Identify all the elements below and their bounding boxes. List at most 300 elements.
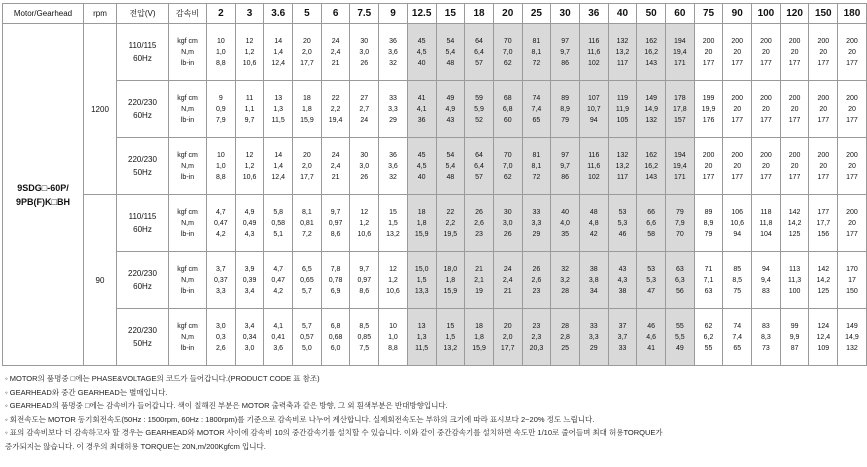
torque-value: 14 <box>274 37 283 45</box>
torque-value: 8,1 <box>531 48 542 56</box>
torque-value: 6,8 <box>502 105 513 113</box>
torque-value: 0,34 <box>242 333 257 341</box>
torque-value: 200 <box>817 94 830 102</box>
torque-value: 132 <box>616 151 629 159</box>
torque-cell <box>465 252 494 309</box>
torque-value: 149 <box>645 94 657 102</box>
torque-value: 200 <box>788 94 801 102</box>
header-motor-gearhead: Motor/Gearhead <box>3 4 84 24</box>
torque-value: 13,2 <box>386 230 400 238</box>
torque-value: 28 <box>561 322 569 330</box>
torque-value: 1,2 <box>244 162 255 170</box>
torque-value: 3,4 <box>244 287 255 295</box>
unit-label: N,m <box>181 162 194 170</box>
torque-value: 65 <box>532 116 541 124</box>
torque-value: 24 <box>360 116 369 124</box>
torque-cell <box>321 24 350 81</box>
torque-value: 200 <box>760 151 772 159</box>
torque-value: 194 <box>674 151 686 159</box>
torque-value: 36 <box>389 37 397 45</box>
torque-cell <box>666 309 695 366</box>
torque-cell <box>809 195 838 252</box>
torque-value: 6,2 <box>703 333 714 341</box>
torque-value: 15,0 <box>414 265 429 273</box>
torque-value: 10,6 <box>242 173 257 181</box>
unit-label: kgf cm <box>177 37 198 45</box>
torque-value: 4,6 <box>646 333 657 341</box>
unit-cell <box>169 24 207 81</box>
table-row <box>3 81 867 138</box>
table-row <box>3 24 867 81</box>
ratio-header: 5 <box>293 4 322 24</box>
torque-cell <box>493 252 522 309</box>
torque-value: 124 <box>817 322 830 330</box>
torque-value: 20 <box>848 105 856 113</box>
torque-cell <box>608 195 637 252</box>
torque-cell <box>493 24 522 81</box>
torque-cell <box>522 195 551 252</box>
torque-value: 12,4 <box>816 333 831 341</box>
torque-value: 6,5 <box>302 265 312 273</box>
torque-cell <box>350 81 379 138</box>
torque-value: 5,3 <box>617 219 628 227</box>
unit-cell <box>169 81 207 138</box>
note-line: ◦ 회전속도는 MOTOR 동기회전속도(50Hz : 1500rpm, 60Hz : 1800rpm)를 기준으로 감속비로 나누어 계산합니다. 실제회전속도는 부하의 크기에 따라 표시보다 2~20% 정도 느립니다. <box>5 414 595 424</box>
torque-cell <box>207 195 236 252</box>
torque-value: 11,9 <box>615 105 630 113</box>
torque-value: 54 <box>446 151 455 159</box>
torque-value: 113 <box>789 265 801 273</box>
torque-cell <box>809 309 838 366</box>
torque-value: 177 <box>788 116 801 124</box>
torque-value: 59 <box>475 94 483 102</box>
torque-value: 178 <box>674 94 686 102</box>
torque-value: 0,49 <box>242 219 257 227</box>
torque-cell <box>694 252 723 309</box>
ratio-header: 150 <box>809 4 838 24</box>
torque-value: 52 <box>475 116 483 124</box>
torque-value: 109 <box>817 344 830 352</box>
torque-value: 2,2 <box>445 219 456 227</box>
torque-value: 5,7 <box>302 322 312 330</box>
torque-value: 17,7 <box>300 173 314 181</box>
torque-value: 19 <box>475 287 483 295</box>
torque-cell <box>264 81 293 138</box>
torque-cell <box>293 138 322 195</box>
torque-value: 64 <box>475 37 483 45</box>
torque-cell <box>809 81 838 138</box>
torque-value: 5,9 <box>474 105 484 113</box>
torque-value: 18 <box>303 94 311 102</box>
unit-label: N,m <box>181 276 194 284</box>
torque-value: 66 <box>647 208 656 216</box>
torque-value: 43 <box>618 265 627 273</box>
torque-value: 83 <box>762 287 770 295</box>
torque-value: 9,7 <box>359 265 370 273</box>
ratio-header: 25 <box>522 4 551 24</box>
torque-cell <box>407 81 436 138</box>
ratio-header: 100 <box>752 4 781 24</box>
torque-value: 29 <box>589 344 598 352</box>
torque-value: 63 <box>675 265 684 273</box>
torque-value: 5,4 <box>445 162 456 170</box>
torque-value: 40 <box>417 59 426 67</box>
torque-value: 7,8 <box>330 265 341 273</box>
torque-value: 5,3 <box>646 276 657 284</box>
torque-cell <box>608 81 637 138</box>
unit-cell <box>169 309 207 366</box>
voltage-line: 110/115 <box>128 41 157 50</box>
voltage-line: 220/230 <box>128 155 157 164</box>
unit-label: lb-in <box>180 116 195 124</box>
torque-value: 10,6 <box>730 219 745 227</box>
torque-cell <box>321 309 350 366</box>
voltage-line: 220/230 <box>128 98 157 107</box>
torque-value: 99 <box>790 322 799 330</box>
torque-value: 5,1 <box>273 230 284 238</box>
torque-value: 6,3 <box>674 276 685 284</box>
torque-cell <box>752 138 781 195</box>
torque-value: 143 <box>645 173 657 181</box>
torque-value: 4,5 <box>416 48 427 56</box>
ratio-header: 9 <box>379 4 408 24</box>
torque-value: 40 <box>561 208 569 216</box>
torque-value: 20 <box>303 151 311 159</box>
ratio-header: 30 <box>551 4 580 24</box>
torque-value: 200 <box>760 37 772 45</box>
torque-value: 71 <box>704 265 713 273</box>
torque-value: 2,0 <box>302 162 312 170</box>
torque-value: 55 <box>704 344 713 352</box>
torque-value: 1,0 <box>215 162 226 170</box>
torque-value: 132 <box>846 344 858 352</box>
torque-value: 33 <box>389 94 397 102</box>
ratio-header: 6 <box>321 4 350 24</box>
torque-cell <box>493 138 522 195</box>
torque-cell <box>780 81 809 138</box>
torque-value: 20 <box>733 162 742 170</box>
unit-label: kgf cm <box>177 208 198 216</box>
torque-value: 1,0 <box>215 48 226 56</box>
torque-value: 14 <box>274 151 283 159</box>
unit-label: N,m <box>181 48 194 56</box>
torque-value: 0,78 <box>328 276 343 284</box>
torque-value: 19,4 <box>673 48 687 56</box>
torque-cell <box>350 138 379 195</box>
torque-value: 4,9 <box>445 105 456 113</box>
torque-value: 3,9 <box>244 265 255 273</box>
torque-value: 5,0 <box>302 344 312 352</box>
ratio-header: 40 <box>608 4 637 24</box>
torque-value: 46 <box>618 230 627 238</box>
torque-value: 73 <box>762 344 770 352</box>
torque-cell <box>379 252 408 309</box>
torque-cell <box>551 81 580 138</box>
torque-value: 20 <box>848 48 856 56</box>
torque-value: 3,6 <box>273 344 284 352</box>
torque-value: 83 <box>762 322 770 330</box>
torque-value: 48 <box>446 173 455 181</box>
torque-value: 21 <box>331 173 340 181</box>
torque-value: 45 <box>417 37 426 45</box>
torque-value: 94 <box>762 265 770 273</box>
torque-value: 107 <box>587 94 600 102</box>
torque-value: 22 <box>331 94 340 102</box>
torque-cell <box>264 195 293 252</box>
voltage-cell <box>117 195 169 252</box>
torque-cell <box>264 138 293 195</box>
torque-cell <box>637 24 666 81</box>
torque-cell <box>838 138 867 195</box>
torque-value: 11,5 <box>415 344 429 352</box>
torque-value: 11 <box>245 94 254 102</box>
torque-value: 81 <box>532 37 541 45</box>
torque-value: 4,1 <box>273 322 284 330</box>
unit-label: N,m <box>181 105 194 113</box>
torque-value: 17,7 <box>816 219 831 227</box>
torque-value: 33 <box>589 322 598 330</box>
torque-value: 2,4 <box>330 162 341 170</box>
torque-cell <box>579 195 608 252</box>
torque-value: 20 <box>303 37 311 45</box>
torque-value: 65 <box>733 344 742 352</box>
torque-cell <box>666 138 695 195</box>
torque-value: 177 <box>731 116 744 124</box>
torque-value: 7,4 <box>732 333 743 341</box>
torque-cell <box>321 81 350 138</box>
torque-value: 6,6 <box>646 219 657 227</box>
torque-value: 177 <box>702 173 715 181</box>
torque-value: 1,2 <box>244 48 255 56</box>
torque-value: 48 <box>589 208 598 216</box>
torque-value: 12,4 <box>271 59 286 67</box>
torque-cell <box>465 24 494 81</box>
torque-value: 15,9 <box>414 230 429 238</box>
torque-value: 79 <box>704 230 713 238</box>
torque-cell <box>493 81 522 138</box>
torque-value: 132 <box>645 116 657 124</box>
torque-cell <box>723 309 752 366</box>
torque-value: 4,2 <box>215 230 226 238</box>
torque-value: 60 <box>503 116 512 124</box>
torque-cell <box>838 24 867 81</box>
torque-value: 5,7 <box>302 287 312 295</box>
torque-cell <box>809 138 838 195</box>
torque-value: 7,9 <box>215 116 226 124</box>
torque-value: 100 <box>788 287 801 295</box>
torque-value: 87 <box>790 344 799 352</box>
ratio-header: 3.6 <box>264 4 293 24</box>
torque-cell <box>207 309 236 366</box>
torque-value: 200 <box>788 151 801 159</box>
unit-cell <box>169 195 207 252</box>
torque-value: 74 <box>733 322 742 330</box>
torque-value: 81 <box>532 151 541 159</box>
ratio-header: 15 <box>436 4 465 24</box>
torque-value: 37 <box>618 322 627 330</box>
torque-value: 4,1 <box>416 105 427 113</box>
torque-cell <box>723 81 752 138</box>
torque-value: 12 <box>245 151 254 159</box>
torque-value: 142 <box>788 208 801 216</box>
torque-cell <box>436 309 465 366</box>
torque-cell <box>780 195 809 252</box>
torque-cell <box>780 138 809 195</box>
torque-value: 32 <box>561 265 569 273</box>
ratio-header: 3 <box>235 4 264 24</box>
torque-value: 13,2 <box>615 48 630 56</box>
torque-value: 19,5 <box>443 230 458 238</box>
torque-cell <box>436 138 465 195</box>
torque-cell <box>465 81 494 138</box>
torque-value: 18 <box>475 322 483 330</box>
torque-value: 57 <box>475 59 483 67</box>
torque-value: 1,5 <box>416 276 427 284</box>
rpm-value: 90 <box>84 195 117 366</box>
torque-value: 0,58 <box>271 219 286 227</box>
torque-value: 40 <box>417 173 426 181</box>
torque-value: 7,1 <box>703 276 714 284</box>
torque-value: 3,3 <box>388 105 398 113</box>
header-rpm: rpm <box>84 4 117 24</box>
ratio-header: 75 <box>694 4 723 24</box>
torque-cell <box>579 24 608 81</box>
torque-value: 5,5 <box>674 333 685 341</box>
torque-value: 2,0 <box>302 48 312 56</box>
torque-value: 36 <box>417 116 426 124</box>
unit-label: N,m <box>181 333 194 341</box>
torque-value: 25 <box>561 344 569 352</box>
torque-value: 0,37 <box>214 276 228 284</box>
torque-value: 8,8 <box>215 173 226 181</box>
table-row <box>3 252 867 309</box>
torque-value: 33 <box>532 208 541 216</box>
torque-value: 85 <box>733 265 742 273</box>
torque-cell <box>666 252 695 309</box>
torque-value: 19,4 <box>673 162 687 170</box>
torque-value: 9,7 <box>244 116 255 124</box>
torque-value: 30 <box>360 37 369 45</box>
torque-cell <box>293 252 322 309</box>
torque-cell <box>350 252 379 309</box>
torque-value: 3,3 <box>215 287 226 295</box>
ratio-header: 7.5 <box>350 4 379 24</box>
torque-cell <box>838 252 867 309</box>
torque-value: 8,1 <box>302 208 312 216</box>
unit-label: kgf cm <box>177 151 198 159</box>
torque-value: 177 <box>817 173 830 181</box>
torque-value: 125 <box>788 230 801 238</box>
torque-value: 5,8 <box>273 208 284 216</box>
header-reduction: 감속비 <box>169 4 207 24</box>
torque-value: 53 <box>647 265 656 273</box>
torque-cell <box>723 252 752 309</box>
torque-cell <box>551 252 580 309</box>
torque-value: 200 <box>760 94 772 102</box>
torque-cell <box>780 24 809 81</box>
torque-value: 0,47 <box>214 219 228 227</box>
voltage-cell <box>117 309 169 366</box>
torque-value: 20 <box>819 48 828 56</box>
torque-value: 177 <box>846 116 858 124</box>
torque-value: 2,0 <box>502 333 513 341</box>
notes-section <box>5 372 855 453</box>
torque-value: 194 <box>674 37 686 45</box>
torque-value: 46 <box>647 322 656 330</box>
torque-value: 3,0 <box>502 219 513 227</box>
torque-cell <box>608 252 637 309</box>
torque-value: 8,3 <box>761 333 771 341</box>
torque-value: 3,0 <box>215 322 226 330</box>
torque-cell <box>551 309 580 366</box>
torque-value: 6,8 <box>330 322 341 330</box>
torque-cell <box>809 24 838 81</box>
torque-value: 4,8 <box>588 219 599 227</box>
torque-cell <box>407 309 436 366</box>
torque-value: 23 <box>475 230 483 238</box>
torque-value: 26 <box>360 59 369 67</box>
torque-value: 97 <box>561 37 569 45</box>
torque-value: 0,57 <box>300 333 314 341</box>
torque-cell <box>207 24 236 81</box>
torque-value: 200 <box>846 208 858 216</box>
torque-value: 200 <box>702 37 715 45</box>
torque-value: 72 <box>532 173 541 181</box>
torque-value: 3,7 <box>617 333 628 341</box>
header-voltage: 전압(V) <box>117 4 169 24</box>
torque-cell <box>666 81 695 138</box>
torque-value: 1,8 <box>416 219 427 227</box>
torque-value: 24 <box>503 265 512 273</box>
torque-value: 16,2 <box>644 162 658 170</box>
torque-cell <box>235 81 264 138</box>
model-name-line: 9SDG□-60P/ <box>17 182 69 193</box>
torque-value: 10,7 <box>586 105 601 113</box>
ratio-header: 120 <box>780 4 809 24</box>
torque-value: 24 <box>331 37 340 45</box>
torque-value: 3,6 <box>388 162 398 170</box>
torque-value: 62 <box>704 322 713 330</box>
torque-value: 20 <box>790 162 799 170</box>
torque-value: 20 <box>704 162 713 170</box>
torque-value: 200 <box>731 151 744 159</box>
torque-value: 171 <box>674 59 686 67</box>
torque-value: 10,6 <box>357 230 372 238</box>
torque-cell <box>436 81 465 138</box>
torque-value: 7,4 <box>531 105 542 113</box>
torque-cell <box>637 309 666 366</box>
voltage-line: 220/230 <box>128 269 157 278</box>
torque-value: 15 <box>389 208 397 216</box>
torque-value: 4,2 <box>273 287 284 295</box>
torque-cell <box>694 195 723 252</box>
torque-value: 19,4 <box>328 116 343 124</box>
torque-value: 0,9 <box>215 105 226 113</box>
torque-cell <box>551 195 580 252</box>
torque-value: 0,3 <box>215 333 226 341</box>
torque-value: 79 <box>561 116 569 124</box>
torque-value: 35 <box>561 230 569 238</box>
torque-value: 2,4 <box>330 48 341 56</box>
torque-value: 38 <box>618 287 627 295</box>
torque-value: 4,9 <box>244 208 255 216</box>
table-header-row <box>3 4 867 24</box>
torque-value: 105 <box>616 116 629 124</box>
torque-value: 0,97 <box>357 276 372 284</box>
table-row <box>3 195 867 252</box>
torque-value: 11,5 <box>271 116 285 124</box>
torque-value: 5,4 <box>445 48 456 56</box>
